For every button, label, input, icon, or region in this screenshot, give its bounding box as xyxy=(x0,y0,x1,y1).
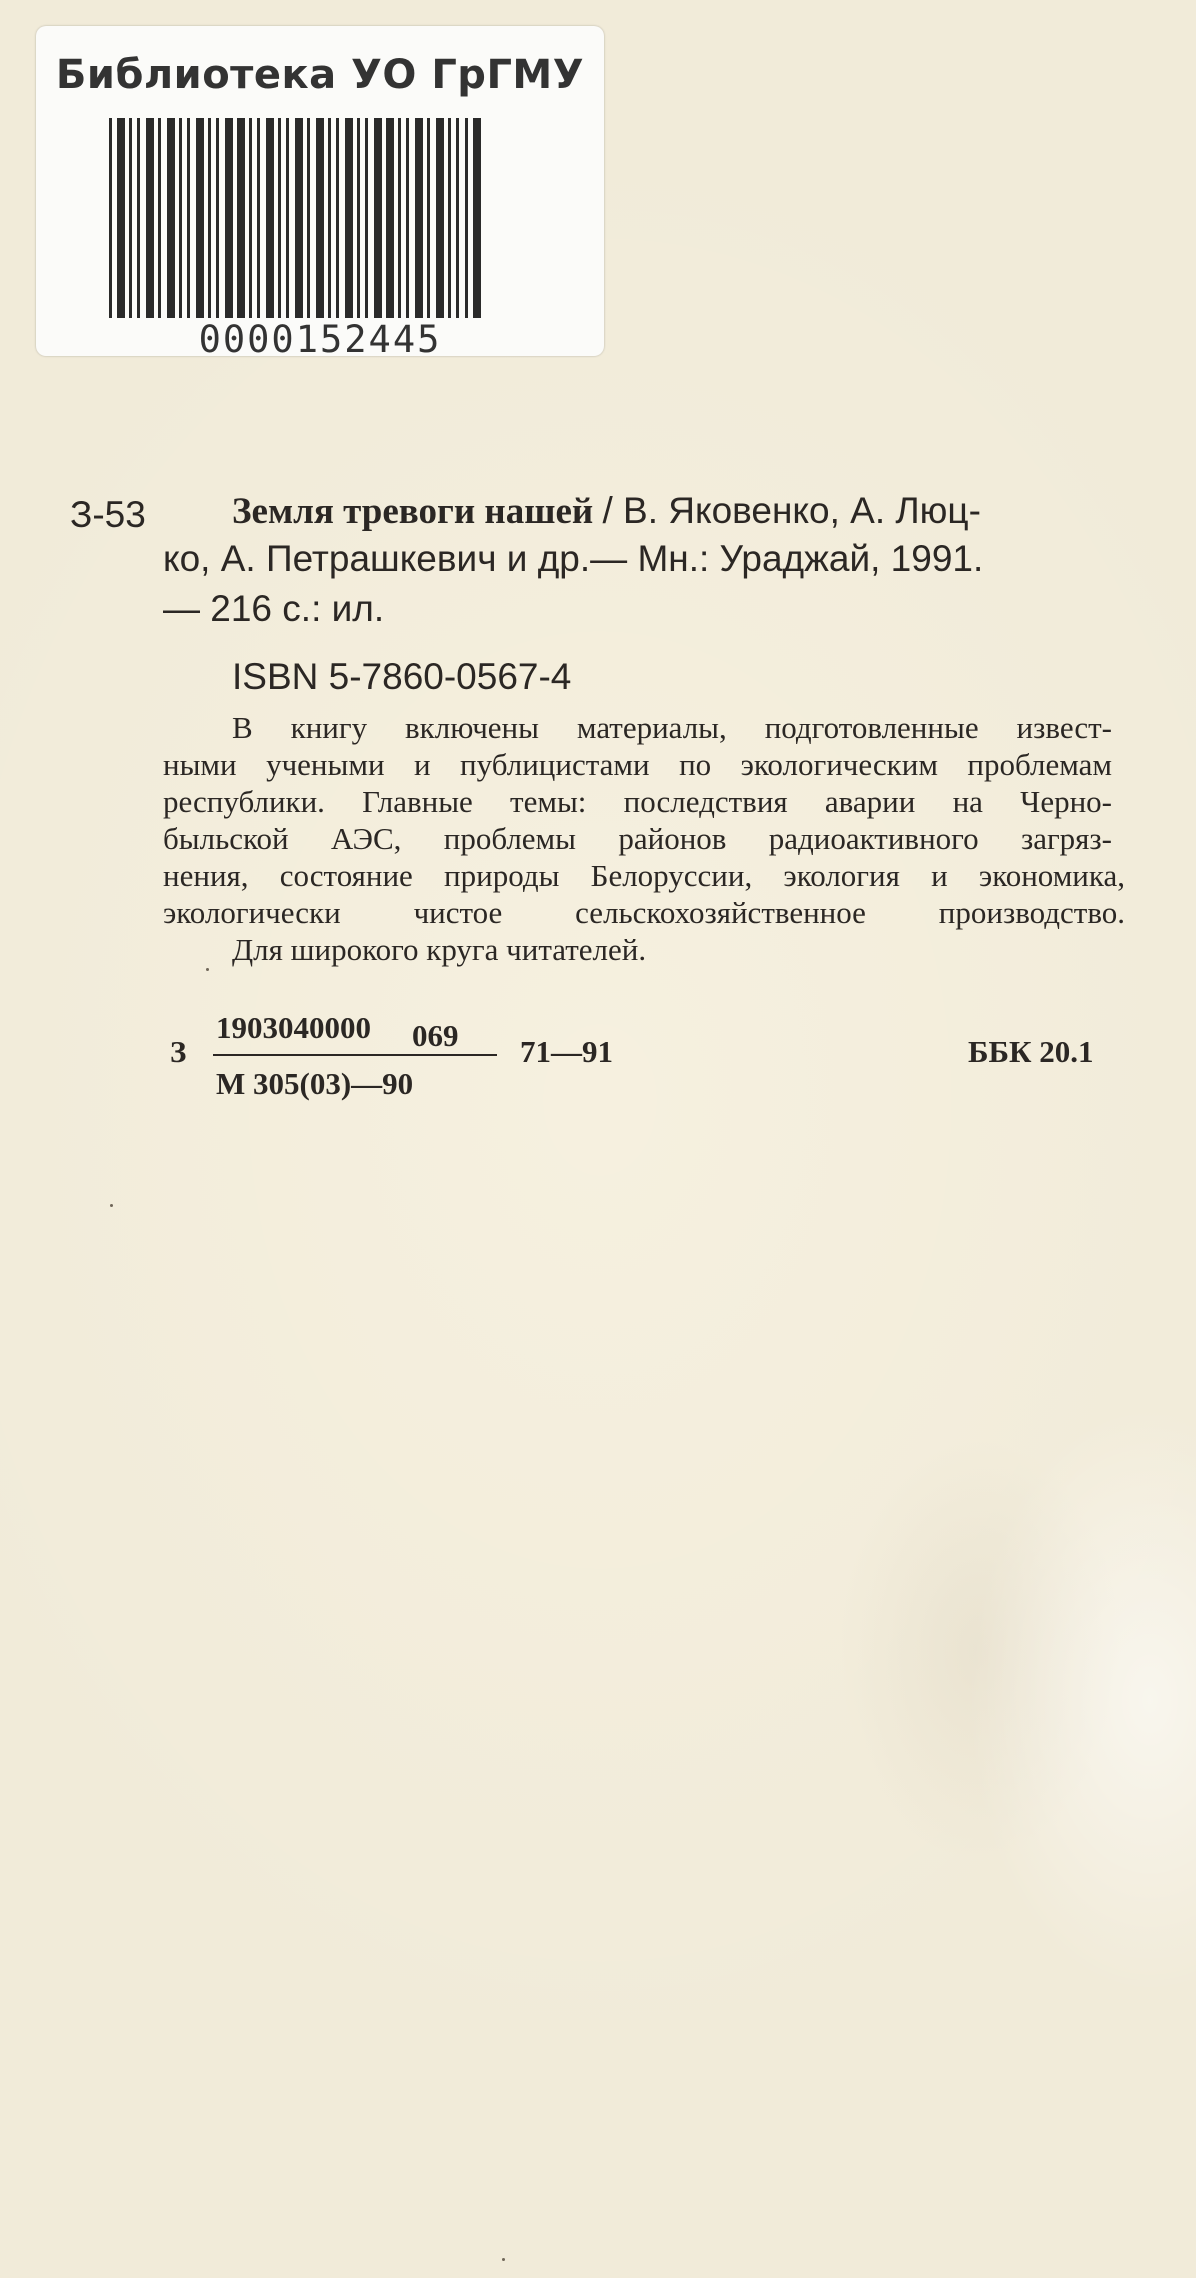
barcode-bar xyxy=(406,118,409,318)
barcode-bar xyxy=(167,118,175,318)
barcode-bar xyxy=(137,118,140,318)
barcode-bar xyxy=(448,118,451,318)
book-title: Земля тревоги нашей xyxy=(232,491,594,532)
barcode-bar xyxy=(278,118,281,318)
pages-line: — 216 с.: ил. xyxy=(163,588,385,629)
audience-note: Для широкого круга читателей. xyxy=(232,932,647,967)
annotation-line: нения, состояние природы Белоруссии, экология и экономика, xyxy=(163,858,1125,893)
barcode-bar xyxy=(374,118,382,318)
isbn: ISBN 5-7860-0567-4 xyxy=(232,656,572,697)
paper-speck xyxy=(110,1204,113,1207)
barcode-bar xyxy=(345,118,353,318)
annotation-line: республики. Главные темы: последствия аварии на Черно- xyxy=(163,784,1112,819)
barcode xyxy=(109,118,509,318)
barcode-bar xyxy=(456,118,459,318)
barcode-bar xyxy=(415,118,423,318)
index-year-code: 71—91 xyxy=(520,1034,613,1069)
annotation-line: экологически чистое сельскохозяйственное производство. xyxy=(163,895,1125,930)
barcode-bar xyxy=(266,118,274,318)
barcode-bar xyxy=(473,118,481,318)
index-denominator: М 305(03)—90 xyxy=(216,1066,414,1101)
barcode-bar xyxy=(225,118,233,318)
barcode-bar xyxy=(158,118,161,318)
barcode-bar xyxy=(109,118,112,318)
annotation-line: быльской АЭС, проблемы районов радиоактивного загряз- xyxy=(163,821,1112,856)
barcode-bar xyxy=(208,118,211,318)
authors-part: / В. Яковенко, А. Люц- xyxy=(602,490,981,531)
barcode-bar xyxy=(386,118,394,318)
barcode-bar xyxy=(427,118,430,318)
barcode-bar xyxy=(216,118,219,318)
barcode-bar xyxy=(465,118,468,318)
barcode-bar xyxy=(257,118,260,318)
library-sticker xyxy=(36,26,604,361)
barcode-bar xyxy=(117,118,125,318)
barcode-bar xyxy=(179,118,182,318)
index-letter: З xyxy=(170,1034,187,1069)
barcode-bar xyxy=(398,118,401,318)
barcode-number: 0000152445 xyxy=(198,318,442,361)
barcode-bar xyxy=(286,118,289,318)
paper-speck xyxy=(206,968,209,971)
annotation-line: В книгу включены материалы, подготовленные извест- xyxy=(232,710,1112,745)
paper-speck xyxy=(502,2258,505,2261)
barcode-bar xyxy=(436,118,444,318)
annotation-line: ными учеными и публицистами по экологическим проблемам xyxy=(163,747,1112,782)
barcode-bar xyxy=(249,118,252,318)
barcode-bar xyxy=(187,118,190,318)
barcode-bar xyxy=(336,118,339,318)
barcode-bar xyxy=(316,118,324,318)
index-numerator-suffix: 069 xyxy=(412,1018,459,1053)
barcode-bar xyxy=(365,118,368,318)
barcode-bar xyxy=(196,118,204,318)
bbk-code: ББК 20.1 xyxy=(968,1034,1094,1069)
barcode-bar xyxy=(307,118,310,318)
publication-line: ко, А. Петрашкевич и др.— Мн.: Ураджай, 1991. xyxy=(163,538,984,579)
barcode-bar xyxy=(237,118,245,318)
barcode-bar xyxy=(146,118,154,318)
barcode-bar xyxy=(357,118,360,318)
index-numerator: 1903040000 xyxy=(216,1010,371,1045)
call-number: З-53 xyxy=(70,494,146,535)
barcode-bar xyxy=(295,118,303,318)
barcode-bar xyxy=(328,118,331,318)
library-name: Библиотека УО ГрГМУ xyxy=(55,52,585,98)
barcode-bar xyxy=(129,118,132,318)
title-line xyxy=(232,492,981,530)
fraction-bar xyxy=(213,1054,497,1056)
